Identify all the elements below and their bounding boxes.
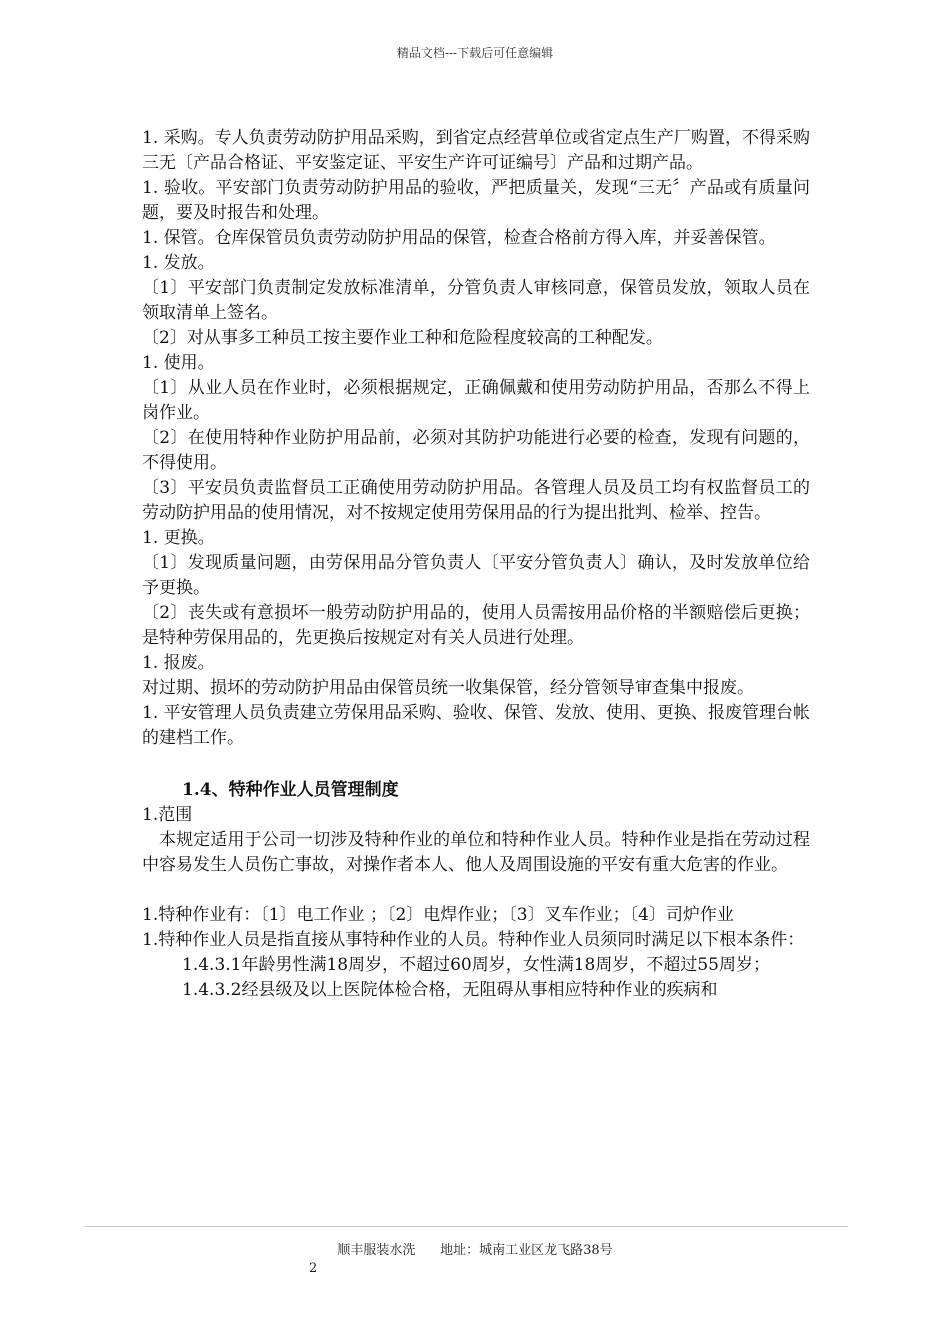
page-number: 2 bbox=[309, 1261, 318, 1276]
special-work-personnel: 1.特种作业人员是指直接从事特种作业的人员。特种作业人员须同时满足以下根本条件： bbox=[142, 930, 805, 950]
paragraph-usage-1: 〔1〕从业人员在作业时，必须根据规定，正确佩戴和使用劳动防护用品，否那么不得上岗作业。 bbox=[142, 378, 810, 423]
condition-age: 1.4.3.1年龄男性满18周岁，不超过60周岁，女性满18周岁，不超过55周岁； bbox=[182, 955, 771, 975]
footer-address: 顺丰服装水洗 地址：城南工业区龙飞路38号 bbox=[337, 1243, 613, 1258]
scope-text: 本规定适用于公司一切涉及特种作业的单位和特种作业人员。特种作业是指在劳动过程中容易发生人员伤亡事故，对操作者本人、他人及周围设施的平安有重大危害的作业。 bbox=[142, 830, 810, 875]
paragraph-usage-2: 〔2〕在使用特种作业防护用品前，必须对其防护功能进行必要的检查，发现有问题的，不得使用。 bbox=[142, 428, 810, 473]
paragraph-scrap-text: 对过期、损坏的劳动防护用品由保管员统一收集保管，经分管领导审查集中报废。 bbox=[142, 678, 754, 698]
paragraph-scrap-title: 1. 报废。 bbox=[142, 653, 215, 673]
paragraph-procurement: 1. 采购。专人负责劳动防护用品采购，到省定点经营单位或省定点生产厂购置，不得采购三无〔产品合格证、平安鉴定证、平安生产许可证编号〕产品和过期产品。 bbox=[142, 128, 810, 173]
paragraph-usage-title: 1. 使用。 bbox=[142, 353, 215, 373]
paragraph-replacement-2: 〔2〕丧失或有意损坏一般劳动防护用品的，使用人员需按用品价格的半额赔偿后更换；是特种劳保用品的，先更换后按规定对有关人员进行处理。 bbox=[142, 603, 810, 648]
condition-health: 1.4.3.2经县级及以上医院体检合格，无阻碍从事相应特种作业的疾病和 bbox=[182, 980, 718, 1000]
paragraph-spacer bbox=[142, 878, 810, 903]
paragraph-replacement-1: 〔1〕发现质量问题，由劳保用品分管负责人〔平安分管负责人〕确认，及时发放单位给予更换。 bbox=[142, 553, 810, 598]
section-heading: 1.4、特种作业人员管理制度 bbox=[182, 780, 399, 800]
paragraph-usage-3: 〔3〕平安员负责监督员工正确使用劳动防护用品。各管理人员及员工均有权监督员工的劳动防护用品的使用情况，对不按规定使用劳保用品的行为提出批判、检举、控告。 bbox=[142, 478, 810, 523]
special-work-types: 1.特种作业有：〔1〕电工作业 ；〔2〕电焊作业；〔3〕叉车作业；〔4〕司炉作业 bbox=[142, 905, 734, 925]
paragraph-storage: 1. 保管。仓库保管员负责劳动防护用品的保管，检查合格前方得入库，并妥善保管。 bbox=[142, 228, 776, 248]
paragraph-distribution-2: 〔2〕对从事多工种员工按主要作业工种和危险程度较高的工种配发。 bbox=[142, 328, 663, 348]
paragraph-replacement-title: 1. 更换。 bbox=[142, 528, 215, 548]
footer-divider bbox=[85, 1226, 848, 1227]
scope-title: 1.范围 bbox=[142, 805, 193, 825]
document-body bbox=[142, 126, 810, 1003]
paragraph-acceptance: 1. 验收。平安部门负责劳动防护用品的验收，严把质量关，发现“三无〞产品或有质量问题，要及时报告和处理。 bbox=[142, 178, 810, 223]
paragraph-ledger: 1. 平安管理人员负责建立劳保用品采购、验收、保管、发放、使用、更换、报废管理台帐的建档工作。 bbox=[142, 703, 810, 748]
page-header: 精品文档---下载后可任意编辑 bbox=[396, 46, 554, 60]
paragraph-distribution-1: 〔1〕平安部门负责制定发放标准清单，分管负责人审核同意，保管员发放，领取人员在领取清单上签名。 bbox=[142, 278, 810, 323]
paragraph-distribution-title: 1. 发放。 bbox=[142, 253, 215, 273]
